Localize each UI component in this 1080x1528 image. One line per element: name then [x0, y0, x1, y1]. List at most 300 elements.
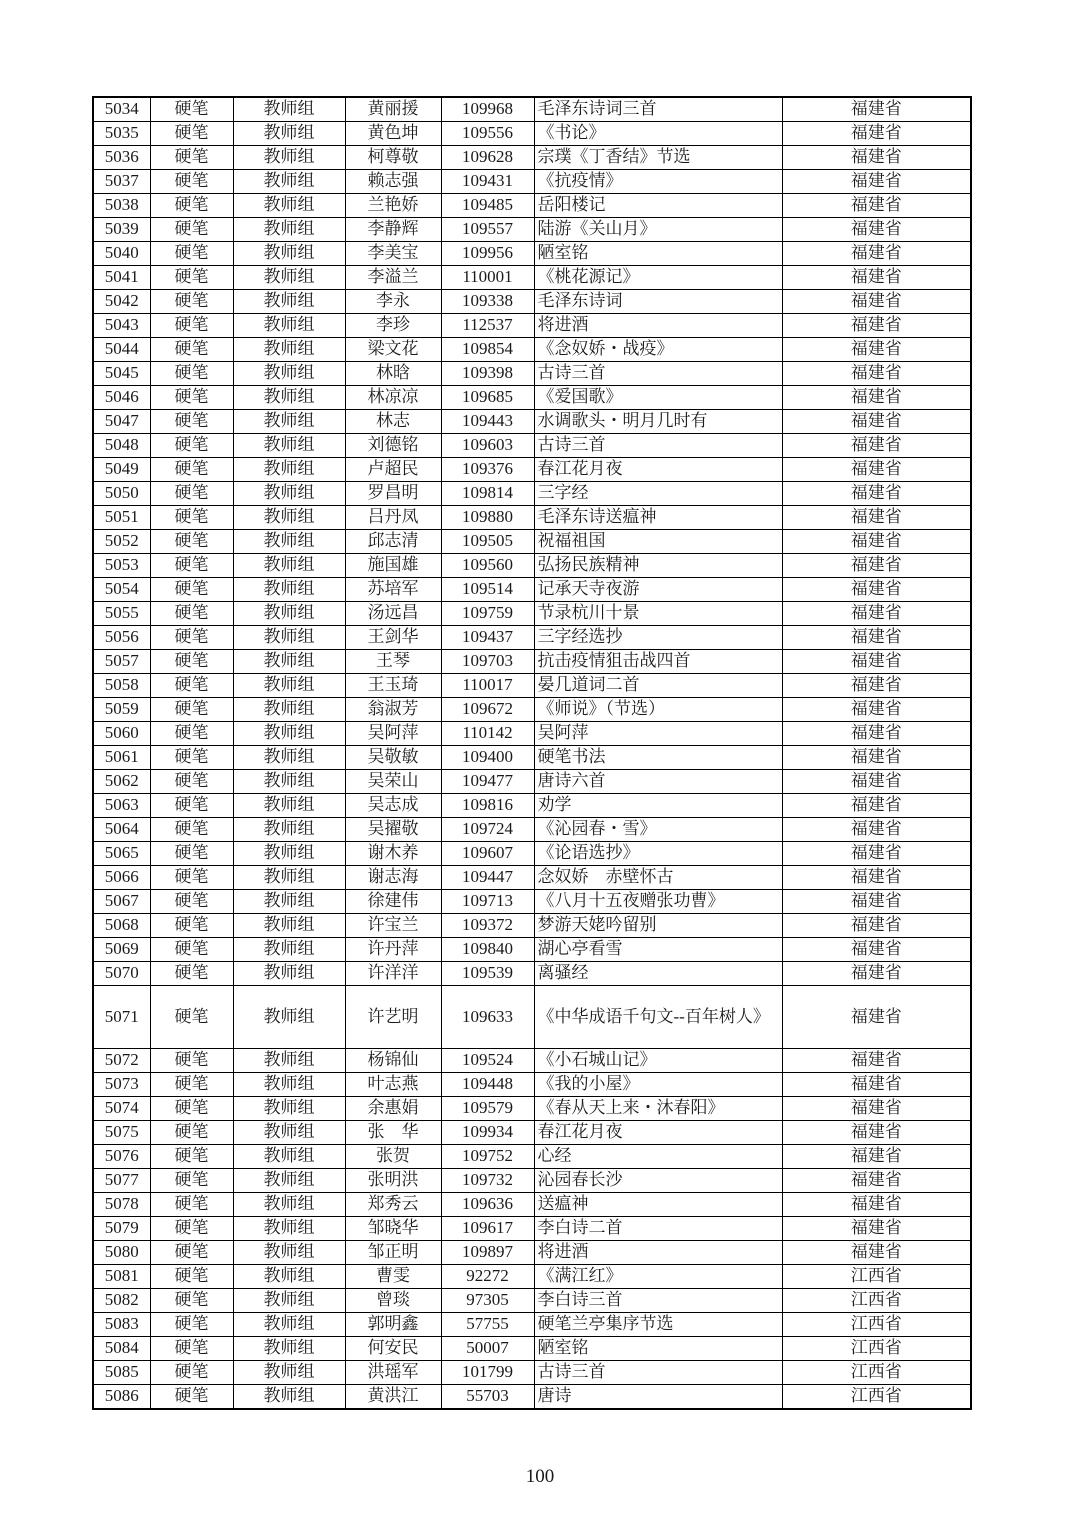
cell-work-title: 《书论》 — [534, 122, 782, 146]
cell-work-title: 沁园春长沙 — [534, 1169, 782, 1193]
cell-entry-number: 109633 — [441, 986, 534, 1049]
cell-province: 福建省 — [782, 746, 971, 770]
cell-serial-number: 5052 — [93, 530, 150, 554]
table-row — [93, 1145, 971, 1169]
cell-province: 福建省 — [782, 266, 971, 290]
cell-province: 福建省 — [782, 770, 971, 794]
cell-group: 教师组 — [233, 1289, 345, 1313]
cell-category: 硬笔 — [150, 746, 233, 770]
cell-category: 硬笔 — [150, 146, 233, 170]
cell-group: 教师组 — [233, 410, 345, 434]
cell-participant-name: 黄丽援 — [345, 97, 441, 122]
cell-work-title: 三字经选抄 — [534, 626, 782, 650]
cell-participant-name: 李溢兰 — [345, 266, 441, 290]
cell-province: 江西省 — [782, 1385, 971, 1410]
cell-category: 硬笔 — [150, 314, 233, 338]
cell-group: 教师组 — [233, 386, 345, 410]
cell-group: 教师组 — [233, 122, 345, 146]
cell-entry-number: 109560 — [441, 554, 534, 578]
table-row — [93, 722, 971, 746]
cell-work-title: 唐诗 — [534, 1385, 782, 1410]
cell-entry-number: 109505 — [441, 530, 534, 554]
roster-table-container — [92, 96, 970, 1410]
cell-work-title: 《爱国歌》 — [534, 386, 782, 410]
table-row — [93, 962, 971, 986]
cell-work-title: 毛泽东诗词 — [534, 290, 782, 314]
cell-category: 硬笔 — [150, 794, 233, 818]
cell-participant-name: 林晗 — [345, 362, 441, 386]
roster-table — [92, 96, 972, 1410]
cell-work-title: 《桃花源记》 — [534, 266, 782, 290]
cell-participant-name: 郑秀云 — [345, 1193, 441, 1217]
cell-category: 硬笔 — [150, 458, 233, 482]
roster-table-body — [93, 97, 971, 1409]
table-row — [93, 314, 971, 338]
cell-entry-number: 109431 — [441, 170, 534, 194]
cell-entry-number: 109607 — [441, 842, 534, 866]
cell-group: 教师组 — [233, 1361, 345, 1385]
cell-group: 教师组 — [233, 170, 345, 194]
cell-province: 福建省 — [782, 170, 971, 194]
cell-province: 福建省 — [782, 698, 971, 722]
cell-serial-number: 5055 — [93, 602, 150, 626]
cell-serial-number: 5075 — [93, 1121, 150, 1145]
table-row — [93, 218, 971, 242]
cell-serial-number: 5043 — [93, 314, 150, 338]
cell-group: 教师组 — [233, 1313, 345, 1337]
cell-serial-number: 5042 — [93, 290, 150, 314]
cell-serial-number: 5053 — [93, 554, 150, 578]
table-row — [93, 890, 971, 914]
cell-work-title: 李白诗二首 — [534, 1217, 782, 1241]
cell-serial-number: 5056 — [93, 626, 150, 650]
cell-category: 硬笔 — [150, 1337, 233, 1361]
cell-group: 教师组 — [233, 97, 345, 122]
cell-category: 硬笔 — [150, 386, 233, 410]
table-row — [93, 1217, 971, 1241]
cell-entry-number: 109816 — [441, 794, 534, 818]
cell-participant-name: 黄洪江 — [345, 1385, 441, 1410]
cell-participant-name: 吕丹凤 — [345, 506, 441, 530]
cell-serial-number: 5079 — [93, 1217, 150, 1241]
table-row — [93, 554, 971, 578]
cell-work-title: 《我的小屋》 — [534, 1073, 782, 1097]
cell-category: 硬笔 — [150, 434, 233, 458]
cell-work-title: 硬笔兰亭集序节选 — [534, 1313, 782, 1337]
cell-work-title: 古诗三首 — [534, 434, 782, 458]
cell-serial-number: 5041 — [93, 266, 150, 290]
cell-serial-number: 5045 — [93, 362, 150, 386]
cell-work-title: 记承天寺夜游 — [534, 578, 782, 602]
cell-serial-number: 5074 — [93, 1097, 150, 1121]
cell-work-title: 毛泽东诗词三首 — [534, 97, 782, 122]
cell-participant-name: 洪瑶军 — [345, 1361, 441, 1385]
table-row — [93, 146, 971, 170]
cell-group: 教师组 — [233, 698, 345, 722]
cell-participant-name: 郭明鑫 — [345, 1313, 441, 1337]
cell-work-title: 古诗三首 — [534, 1361, 782, 1385]
cell-province: 福建省 — [782, 386, 971, 410]
cell-participant-name: 许丹萍 — [345, 938, 441, 962]
cell-serial-number: 5084 — [93, 1337, 150, 1361]
cell-serial-number: 5051 — [93, 506, 150, 530]
table-row — [93, 410, 971, 434]
table-row — [93, 1121, 971, 1145]
cell-category: 硬笔 — [150, 626, 233, 650]
cell-participant-name: 兰艳娇 — [345, 194, 441, 218]
cell-category: 硬笔 — [150, 1361, 233, 1385]
table-row — [93, 1241, 971, 1265]
table-row — [93, 434, 971, 458]
cell-province: 福建省 — [782, 146, 971, 170]
table-row — [93, 194, 971, 218]
table-row — [93, 338, 971, 362]
table-row — [93, 818, 971, 842]
cell-participant-name: 吴荣山 — [345, 770, 441, 794]
cell-entry-number: 109514 — [441, 578, 534, 602]
cell-category: 硬笔 — [150, 1097, 233, 1121]
cell-entry-number: 109897 — [441, 1241, 534, 1265]
cell-entry-number: 92272 — [441, 1265, 534, 1289]
cell-group: 教师组 — [233, 842, 345, 866]
cell-group: 教师组 — [233, 530, 345, 554]
cell-participant-name: 徐建伟 — [345, 890, 441, 914]
table-row — [93, 746, 971, 770]
cell-group: 教师组 — [233, 458, 345, 482]
cell-group: 教师组 — [233, 650, 345, 674]
cell-serial-number: 5060 — [93, 722, 150, 746]
cell-participant-name: 叶志燕 — [345, 1073, 441, 1097]
cell-group: 教师组 — [233, 554, 345, 578]
cell-category: 硬笔 — [150, 1121, 233, 1145]
cell-entry-number: 109557 — [441, 218, 534, 242]
table-row — [93, 866, 971, 890]
cell-serial-number: 5061 — [93, 746, 150, 770]
cell-category: 硬笔 — [150, 1289, 233, 1313]
table-row — [93, 602, 971, 626]
cell-category: 硬笔 — [150, 818, 233, 842]
cell-province: 福建省 — [782, 97, 971, 122]
cell-province: 福建省 — [782, 194, 971, 218]
cell-work-title: 《满江红》 — [534, 1265, 782, 1289]
cell-entry-number: 109703 — [441, 650, 534, 674]
cell-category: 硬笔 — [150, 1049, 233, 1073]
cell-group: 教师组 — [233, 1097, 345, 1121]
cell-work-title: 劝学 — [534, 794, 782, 818]
cell-serial-number: 5078 — [93, 1193, 150, 1217]
cell-work-title: 节录杭川十景 — [534, 602, 782, 626]
table-row — [93, 1361, 971, 1385]
cell-group: 教师组 — [233, 890, 345, 914]
cell-participant-name: 赖志强 — [345, 170, 441, 194]
cell-group: 教师组 — [233, 434, 345, 458]
cell-entry-number: 109539 — [441, 962, 534, 986]
cell-participant-name: 吴志成 — [345, 794, 441, 818]
cell-participant-name: 翁淑芳 — [345, 698, 441, 722]
cell-work-title: 抗击疫情狙击战四首 — [534, 650, 782, 674]
cell-group: 教师组 — [233, 866, 345, 890]
cell-province: 福建省 — [782, 458, 971, 482]
cell-work-title: 《抗疫情》 — [534, 170, 782, 194]
cell-work-title: 春江花月夜 — [534, 1121, 782, 1145]
cell-province: 福建省 — [782, 242, 971, 266]
table-row — [93, 122, 971, 146]
cell-participant-name: 张贺 — [345, 1145, 441, 1169]
cell-serial-number: 5059 — [93, 698, 150, 722]
cell-work-title: 将进酒 — [534, 1241, 782, 1265]
cell-serial-number: 5047 — [93, 410, 150, 434]
cell-participant-name: 邱志清 — [345, 530, 441, 554]
cell-category: 硬笔 — [150, 770, 233, 794]
cell-province: 江西省 — [782, 1265, 971, 1289]
table-row — [93, 626, 971, 650]
cell-serial-number: 5083 — [93, 1313, 150, 1337]
cell-entry-number: 109628 — [441, 146, 534, 170]
cell-participant-name: 施国雄 — [345, 554, 441, 578]
table-row — [93, 386, 971, 410]
table-row — [93, 674, 971, 698]
cell-group: 教师组 — [233, 626, 345, 650]
cell-province: 福建省 — [782, 1217, 971, 1241]
cell-work-title: 《八月十五夜赠张功曹》 — [534, 890, 782, 914]
cell-category: 硬笔 — [150, 122, 233, 146]
cell-category: 硬笔 — [150, 914, 233, 938]
cell-serial-number: 5048 — [93, 434, 150, 458]
cell-participant-name: 汤远昌 — [345, 602, 441, 626]
cell-serial-number: 5070 — [93, 962, 150, 986]
cell-province: 福建省 — [782, 578, 971, 602]
cell-entry-number: 109636 — [441, 1193, 534, 1217]
cell-province: 福建省 — [782, 1121, 971, 1145]
cell-work-title: 《沁园春・雪》 — [534, 818, 782, 842]
cell-entry-number: 109752 — [441, 1145, 534, 1169]
cell-province: 福建省 — [782, 530, 971, 554]
cell-work-title: 古诗三首 — [534, 362, 782, 386]
cell-group: 教师组 — [233, 818, 345, 842]
cell-participant-name: 柯尊敬 — [345, 146, 441, 170]
cell-serial-number: 5040 — [93, 242, 150, 266]
cell-category: 硬笔 — [150, 1313, 233, 1337]
cell-participant-name: 何安民 — [345, 1337, 441, 1361]
cell-category: 硬笔 — [150, 362, 233, 386]
table-row — [93, 506, 971, 530]
cell-category: 硬笔 — [150, 602, 233, 626]
cell-entry-number: 109759 — [441, 602, 534, 626]
cell-province: 福建省 — [782, 722, 971, 746]
cell-group: 教师组 — [233, 1337, 345, 1361]
table-row — [93, 914, 971, 938]
table-row — [93, 530, 971, 554]
cell-entry-number: 110142 — [441, 722, 534, 746]
cell-serial-number: 5034 — [93, 97, 150, 122]
table-row — [93, 482, 971, 506]
cell-serial-number: 5073 — [93, 1073, 150, 1097]
cell-group: 教师组 — [233, 194, 345, 218]
table-row — [93, 1073, 971, 1097]
cell-serial-number: 5069 — [93, 938, 150, 962]
cell-entry-number: 109338 — [441, 290, 534, 314]
cell-entry-number: 109880 — [441, 506, 534, 530]
table-row — [93, 578, 971, 602]
cell-category: 硬笔 — [150, 1145, 233, 1169]
cell-entry-number: 109968 — [441, 97, 534, 122]
cell-group: 教师组 — [233, 1193, 345, 1217]
cell-category: 硬笔 — [150, 1073, 233, 1097]
cell-province: 福建省 — [782, 554, 971, 578]
cell-participant-name: 谢志海 — [345, 866, 441, 890]
cell-work-title: 毛泽东诗送瘟神 — [534, 506, 782, 530]
cell-province: 福建省 — [782, 842, 971, 866]
cell-category: 硬笔 — [150, 1241, 233, 1265]
cell-participant-name: 许宝兰 — [345, 914, 441, 938]
table-row — [93, 1265, 971, 1289]
cell-entry-number: 97305 — [441, 1289, 534, 1313]
cell-serial-number: 5039 — [93, 218, 150, 242]
cell-participant-name: 苏培军 — [345, 578, 441, 602]
cell-category: 硬笔 — [150, 1169, 233, 1193]
cell-province: 福建省 — [782, 1241, 971, 1265]
cell-province: 福建省 — [782, 1145, 971, 1169]
cell-serial-number: 5038 — [93, 194, 150, 218]
cell-entry-number: 109524 — [441, 1049, 534, 1073]
cell-participant-name: 林志 — [345, 410, 441, 434]
table-row — [93, 266, 971, 290]
cell-work-title: 湖心亭看雪 — [534, 938, 782, 962]
cell-serial-number: 5071 — [93, 986, 150, 1049]
cell-province: 福建省 — [782, 602, 971, 626]
cell-serial-number: 5064 — [93, 818, 150, 842]
cell-province: 福建省 — [782, 962, 971, 986]
cell-entry-number: 110001 — [441, 266, 534, 290]
cell-entry-number: 109477 — [441, 770, 534, 794]
cell-participant-name: 许艺明 — [345, 986, 441, 1049]
cell-serial-number: 5077 — [93, 1169, 150, 1193]
cell-serial-number: 5035 — [93, 122, 150, 146]
cell-participant-name: 黄色坤 — [345, 122, 441, 146]
cell-group: 教师组 — [233, 1073, 345, 1097]
cell-group: 教师组 — [233, 1265, 345, 1289]
cell-serial-number: 5054 — [93, 578, 150, 602]
cell-entry-number: 109713 — [441, 890, 534, 914]
cell-category: 硬笔 — [150, 962, 233, 986]
cell-province: 福建省 — [782, 1193, 971, 1217]
cell-group: 教师组 — [233, 602, 345, 626]
table-row — [93, 794, 971, 818]
cell-entry-number: 109956 — [441, 242, 534, 266]
cell-serial-number: 5065 — [93, 842, 150, 866]
cell-work-title: 陋室铭 — [534, 242, 782, 266]
cell-participant-name: 邹晓华 — [345, 1217, 441, 1241]
cell-serial-number: 5046 — [93, 386, 150, 410]
cell-group: 教师组 — [233, 506, 345, 530]
cell-category: 硬笔 — [150, 482, 233, 506]
cell-province: 福建省 — [782, 506, 971, 530]
cell-work-title: 《念奴娇・战疫》 — [534, 338, 782, 362]
cell-work-title: 陆游《关山月》 — [534, 218, 782, 242]
cell-category: 硬笔 — [150, 722, 233, 746]
cell-province: 福建省 — [782, 122, 971, 146]
cell-category: 硬笔 — [150, 866, 233, 890]
cell-work-title: 《师说》（节选） — [534, 698, 782, 722]
table-row — [93, 1313, 971, 1337]
cell-group: 教师组 — [233, 1145, 345, 1169]
cell-work-title: 三字经 — [534, 482, 782, 506]
cell-entry-number: 109556 — [441, 122, 534, 146]
cell-participant-name: 吴敬敏 — [345, 746, 441, 770]
cell-participant-name: 罗昌明 — [345, 482, 441, 506]
cell-work-title: 念奴娇 赤壁怀古 — [534, 866, 782, 890]
cell-group: 教师组 — [233, 674, 345, 698]
table-row — [93, 1193, 971, 1217]
cell-province: 福建省 — [782, 818, 971, 842]
table-row — [93, 1337, 971, 1361]
cell-category: 硬笔 — [150, 578, 233, 602]
cell-group: 教师组 — [233, 1121, 345, 1145]
cell-group: 教师组 — [233, 794, 345, 818]
cell-category: 硬笔 — [150, 338, 233, 362]
cell-province: 福建省 — [782, 338, 971, 362]
cell-group: 教师组 — [233, 266, 345, 290]
cell-province: 福建省 — [782, 218, 971, 242]
cell-category: 硬笔 — [150, 890, 233, 914]
cell-category: 硬笔 — [150, 194, 233, 218]
cell-category: 硬笔 — [150, 410, 233, 434]
cell-serial-number: 5066 — [93, 866, 150, 890]
cell-province: 福建省 — [782, 1073, 971, 1097]
cell-province: 福建省 — [782, 626, 971, 650]
cell-participant-name: 梁文花 — [345, 338, 441, 362]
cell-group: 教师组 — [233, 1385, 345, 1410]
cell-serial-number: 5085 — [93, 1361, 150, 1385]
cell-serial-number: 5036 — [93, 146, 150, 170]
cell-participant-name: 曹雯 — [345, 1265, 441, 1289]
cell-group: 教师组 — [233, 1217, 345, 1241]
cell-category: 硬笔 — [150, 674, 233, 698]
cell-category: 硬笔 — [150, 506, 233, 530]
cell-entry-number: 109732 — [441, 1169, 534, 1193]
cell-entry-number: 110017 — [441, 674, 534, 698]
cell-work-title: 吴阿萍 — [534, 722, 782, 746]
cell-work-title: 岳阳楼记 — [534, 194, 782, 218]
cell-category: 硬笔 — [150, 986, 233, 1049]
cell-entry-number: 109372 — [441, 914, 534, 938]
cell-participant-name: 许洋洋 — [345, 962, 441, 986]
cell-province: 福建省 — [782, 1049, 971, 1073]
table-row — [93, 986, 971, 1049]
cell-serial-number: 5050 — [93, 482, 150, 506]
cell-group: 教师组 — [233, 1049, 345, 1073]
cell-group: 教师组 — [233, 314, 345, 338]
cell-participant-name: 张 华 — [345, 1121, 441, 1145]
cell-participant-name: 谢木养 — [345, 842, 441, 866]
cell-province: 福建省 — [782, 1169, 971, 1193]
cell-serial-number: 5082 — [93, 1289, 150, 1313]
cell-serial-number: 5044 — [93, 338, 150, 362]
cell-participant-name: 张明洪 — [345, 1169, 441, 1193]
cell-entry-number: 109724 — [441, 818, 534, 842]
cell-entry-number: 109398 — [441, 362, 534, 386]
cell-entry-number: 109854 — [441, 338, 534, 362]
cell-group: 教师组 — [233, 914, 345, 938]
cell-participant-name: 李美宝 — [345, 242, 441, 266]
cell-work-title: 离骚经 — [534, 962, 782, 986]
cell-province: 福建省 — [782, 362, 971, 386]
cell-participant-name: 刘德铭 — [345, 434, 441, 458]
cell-category: 硬笔 — [150, 1385, 233, 1410]
cell-entry-number: 109400 — [441, 746, 534, 770]
cell-category: 硬笔 — [150, 170, 233, 194]
cell-serial-number: 5057 — [93, 650, 150, 674]
